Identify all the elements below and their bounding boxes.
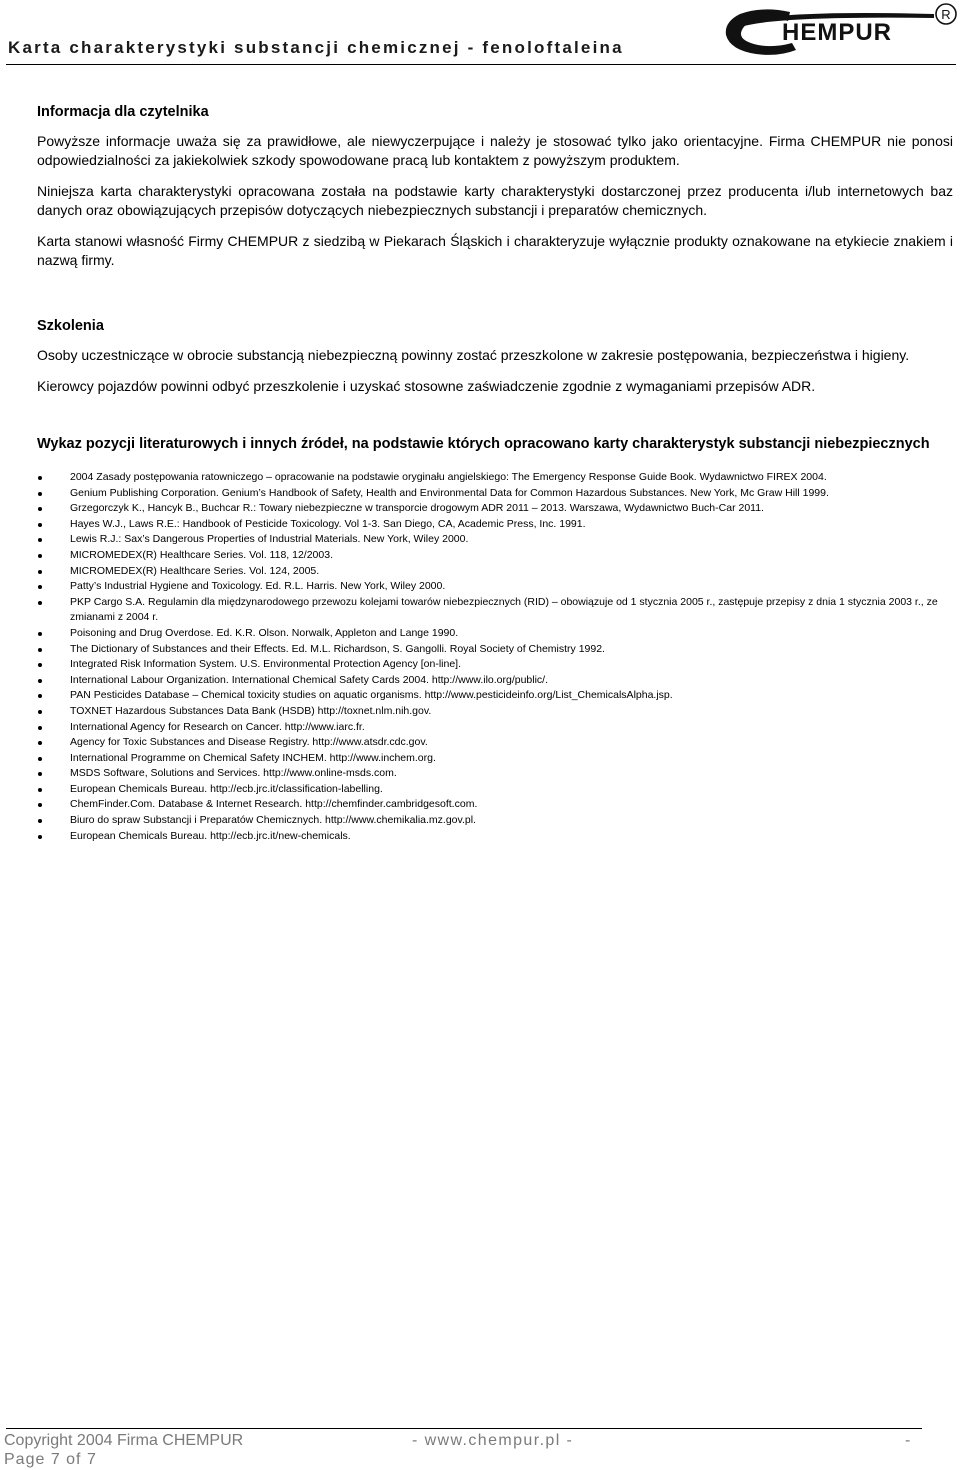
literature-item: International Programme on Chemical Safety INCHEM. http://www.inchem.org. bbox=[37, 751, 953, 767]
chempur-logo bbox=[722, 2, 958, 60]
literature-item: MSDS Software, Solutions and Services. http://www.online-msds.com. bbox=[37, 766, 953, 782]
page-number: Page 7 of 7 bbox=[4, 1451, 97, 1468]
logo-wordmark: HEMPUR bbox=[782, 19, 893, 46]
literature-item: ChemFinder.Com. Database & Internet Research. http://chemfinder.cambridgesoft.com. bbox=[37, 797, 953, 813]
training-paragraph: Kierowcy pojazdów powinni odbyć przeszkolenie i uzyskać stosowne zaświadczenie zgodnie z wymaganiami przepisów ADR. bbox=[37, 378, 816, 394]
literature-item: Agency for Toxic Substances and Disease Registry. http://www.atsdr.cdc.gov. bbox=[37, 735, 953, 751]
document-title: Karta charakterystyki substancji chemicznej - fenoloftaleina bbox=[8, 38, 624, 57]
literature-item: TOXNET Hazardous Substances Data Bank (HSDB) http://toxnet.nlm.nih.gov. bbox=[37, 704, 953, 720]
literature-item: PKP Cargo S.A. Regulamin dla międzynarodowego przewozu kolejami towarów niebezpiecznych (RID) – obowiązuje od 1 stycznia 2005 r., zastępuje przepisy z dnia 1 stycznia 2003 r., ze zmianami z 2004 r. bbox=[37, 595, 953, 626]
literature-item: The Dictionary of Substances and their Effects. Ed. M.L. Richardson, S. Gangolli. Royal Society of Chemistry 1992. bbox=[37, 642, 953, 658]
document-body bbox=[37, 104, 953, 844]
literature-item: International Agency for Research on Cancer. http://www.iarc.fr. bbox=[37, 720, 953, 736]
literature-item: Lewis R.J.: Sax’s Dangerous Properties of Industrial Materials. New York, Wiley 2000. bbox=[37, 532, 953, 548]
literature-heading: Wykaz pozycji literaturowych i innych źródeł, na podstawie których opracowano karty charakterystyk substancji niebezpiecznych bbox=[37, 436, 930, 452]
footer-divider bbox=[6, 1428, 922, 1429]
literature-item: MICROMEDEX(R) Healthcare Series. Vol. 118, 12/2003. bbox=[37, 548, 953, 564]
literature-item: Patty’s Industrial Hygiene and Toxicology. Ed. R.L. Harris. New York, Wiley 2000. bbox=[37, 579, 953, 595]
literature-item: Biuro do spraw Substancji i Preparatów Chemicznych. http://www.chemikalia.mz.gov.pl. bbox=[37, 813, 953, 829]
literature-item: European Chemicals Bureau. http://ecb.jrc.it/new-chemicals. bbox=[37, 829, 953, 845]
footer-trailing-dash: - bbox=[905, 1432, 911, 1449]
header-divider bbox=[6, 64, 956, 65]
registered-mark: R bbox=[941, 7, 951, 22]
literature-item: Genium Publishing Corporation. Genium’s Handbook of Safety, Health and Environmental Data for Common Hazardous Substances. New York, Mc Graw Hill 1999. bbox=[37, 486, 953, 502]
footer-website: - www.chempur.pl - bbox=[412, 1432, 574, 1449]
literature-section bbox=[37, 436, 953, 844]
literature-item: MICROMEDEX(R) Healthcare Series. Vol. 124, 2005. bbox=[37, 564, 953, 580]
literature-item: Poisoning and Drug Overdose. Ed. K.R. Olson. Norwalk, Appleton and Lange 1990. bbox=[37, 626, 953, 642]
training-heading: Szkolenia bbox=[37, 318, 104, 334]
reader-info-paragraph: Niniejsza karta charakterystyki opracowana została na podstawie karty charakterystyki dostarczonej przez producenta i/lub internetowych baz danych oraz obowiązujących przepisów dotyczących niebezpiecznych substancji i preparatów chemicznych. bbox=[37, 183, 953, 218]
literature-item: European Chemicals Bureau. http://ecb.jrc.it/classification-labelling. bbox=[37, 782, 953, 798]
reader-info-paragraph: Powyższe informacje uważa się za prawidłowe, ale niewyczerpujące i należy je stosować tylko jako orientacyjne. Firma CHEMPUR nie ponosi odpowiedzialności za jakiekolwiek szkody spowodowane pracą lub kontaktem z powyższym produktem. bbox=[37, 133, 953, 168]
training-paragraph: Osoby uczestniczące w obrocie substancją niebezpieczną powinny zostać przeszkolone w zakresie postępowania, bezpieczeństwa i higieny. bbox=[37, 347, 910, 363]
reader-info-paragraph: Karta stanowi własność Firmy CHEMPUR z siedzibą w Piekarach Śląskich i charakteryzuje wyłącznie produkty oznakowane na etykiecie znakiem i nazwą firmy. bbox=[37, 233, 953, 268]
literature-item: International Labour Organization. International Chemical Safety Cards 2004. http://www.ilo.org/public/. bbox=[37, 673, 953, 689]
literature-list bbox=[37, 470, 953, 844]
reader-info-heading: Informacja dla czytelnika bbox=[37, 104, 209, 120]
literature-item: 2004 Zasady postępowania ratowniczego – opracowanie na podstawie oryginału angielskiego: The Emergency Response Guide Book. Wydawnictwo FIREX 2004. bbox=[37, 470, 953, 486]
literature-item: Hayes W.J., Laws R.E.: Handbook of Pesticide Toxicology. Vol 1-3. San Diego, CA, Academic Press, Inc. 1991. bbox=[37, 517, 953, 533]
literature-item: Integrated Risk Information System. U.S. Environmental Protection Agency [on-line]. bbox=[37, 657, 953, 673]
literature-item: Grzegorczyk K., Hancyk B., Buchcar R.: Towary niebezpieczne w transporcie drogowym ADR 2011 – 2013. Warszawa, Wydawnictwo Buch-Car 2011. bbox=[37, 501, 953, 517]
reader-info-section bbox=[37, 104, 953, 270]
literature-item: PAN Pesticides Database – Chemical toxicity studies on aquatic organisms. http://www.pesticideinfo.org/List_ChemicalsAlpha.jsp. bbox=[37, 688, 953, 704]
footer-copyright: Copyright 2004 Firma CHEMPUR bbox=[4, 1432, 244, 1449]
training-section bbox=[37, 318, 953, 396]
